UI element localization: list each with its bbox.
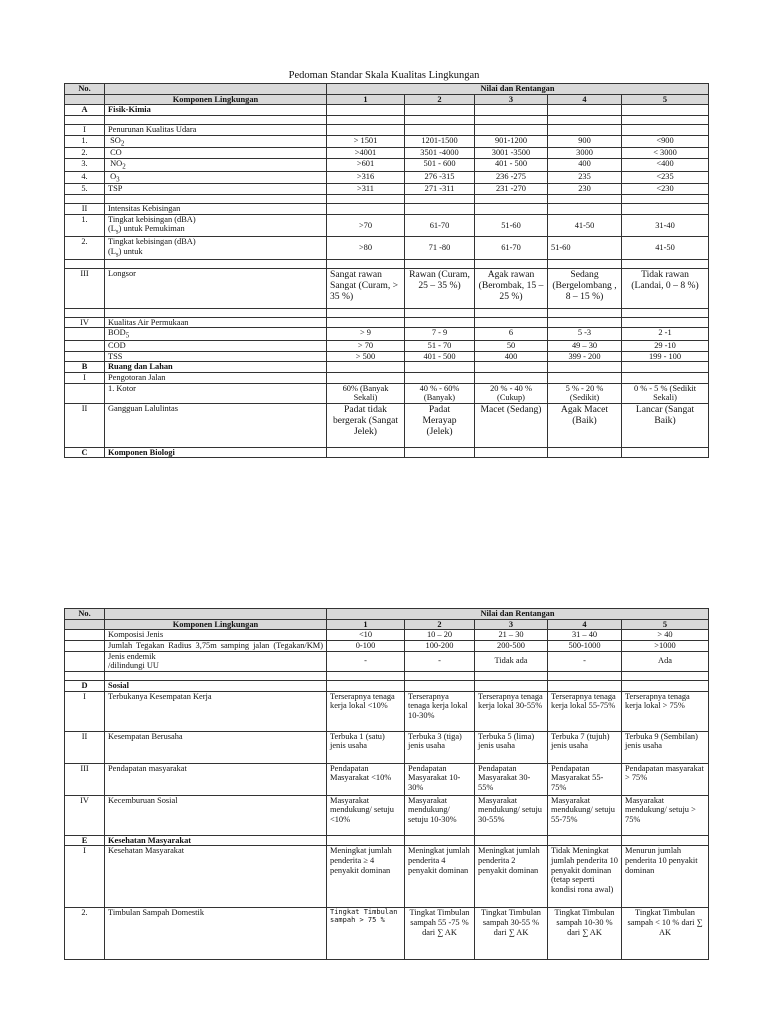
header-col-4: 4 (548, 94, 622, 105)
group-row (65, 268, 709, 308)
group-no: II (65, 204, 105, 215)
cell-value: 235 (548, 171, 622, 184)
section-row (65, 362, 709, 373)
cell-value: 31 – 40 (548, 630, 622, 641)
header-col-5: 5 (622, 619, 709, 630)
cell-value: > 500 (327, 351, 405, 362)
row-label: TSP (105, 184, 327, 195)
cell-value: 41-50 (548, 214, 622, 236)
row-label: Timbulan Sampah Domestik (105, 908, 327, 960)
cell-value: 21 – 30 (475, 630, 548, 641)
cell-value: Pendapatan Masyarakat 30-55% (475, 763, 548, 795)
section-label: Komponen Biologi (105, 447, 327, 458)
cell-value: Tingkat Timbulan sampah < 10 % dari ∑ AK (622, 908, 709, 960)
row-label: Terbukanya Kesempatan Kerja (105, 691, 327, 731)
cell-value: > 40 (622, 630, 709, 641)
table-row (65, 630, 709, 641)
header-col-5: 5 (622, 94, 709, 105)
group-row (65, 372, 709, 383)
cell-value: 10 – 20 (405, 630, 475, 641)
section-row (65, 447, 709, 458)
header-no: No. (65, 609, 105, 620)
table-row (65, 640, 709, 651)
cell-value: >601 (327, 159, 405, 172)
header-col-1: 1 (327, 94, 405, 105)
cell-value: 5 % - 20 % (Sedikit) (548, 383, 622, 403)
cell-value: Pendapatan Masyarakat 10-30% (405, 763, 475, 795)
row-label: Pendapatan masyarakat (105, 763, 327, 795)
cell-value: 100-200 (405, 640, 475, 651)
cell-value: 401 - 500 (475, 159, 548, 172)
cell-value: - (327, 651, 405, 671)
row-no: 4. (65, 171, 105, 184)
cell-value: > 70 (327, 340, 405, 351)
section-label: Fisik-Kimia (105, 105, 327, 116)
cell-value: <10 (327, 630, 405, 641)
header-row-bottom (65, 619, 709, 630)
cell-value: >80 (327, 237, 405, 259)
cell-value: Meningkat jumlah penderita 4 penyakit dominan (405, 846, 475, 908)
table-row (65, 691, 709, 731)
cell-value: Padat tidak bergerak (Sangat Jelek) (327, 403, 405, 447)
header-no-bottom (65, 94, 105, 105)
table-row (65, 731, 709, 763)
group-label: Longsor (105, 268, 327, 308)
header-komponen-top (105, 609, 327, 620)
group-no: I (65, 372, 105, 383)
cell-value: 6 (475, 328, 548, 341)
cell-value: 20 % - 40 % (Cukup) (475, 383, 548, 403)
section-label: Kesehatan Masyarakat (105, 835, 327, 846)
cell-value: 500-1000 (548, 640, 622, 651)
cell-value: 61-70 (475, 237, 548, 259)
cell-value: Pendapatan Masyarakat <10% (327, 763, 405, 795)
table-row (65, 135, 709, 148)
cell-value: 5 -3 (548, 328, 622, 341)
cell-value: 3000 (548, 148, 622, 159)
cell-value: >311 (327, 184, 405, 195)
cell-value: > 9 (327, 328, 405, 341)
cell-value: 1201-1500 (405, 135, 475, 148)
cell-value: Tingkat Timbulan sampah 10-30 % dari ∑ AK (548, 908, 622, 960)
cell-value: Masyarakat mendukung/ setuju 30-55% (475, 795, 548, 835)
table-row (65, 148, 709, 159)
cell-value: 900 (548, 135, 622, 148)
header-col-3: 3 (475, 619, 548, 630)
cell-value: Macet (Sedang) (475, 403, 548, 447)
cell-value: 901-1200 (475, 135, 548, 148)
section-no: D (65, 680, 105, 691)
group-no: II (65, 403, 105, 447)
row-label: COD (105, 340, 327, 351)
header-col-4: 4 (548, 619, 622, 630)
section-no: C (65, 447, 105, 458)
cell-value: 51 - 70 (405, 340, 475, 351)
cell-value: < 3000 (622, 148, 709, 159)
group-label: Gangguan Lalulintas (105, 403, 327, 447)
cell-value: 49 – 30 (548, 340, 622, 351)
cell-value: 200-500 (475, 640, 548, 651)
cell-value: 2 -1 (622, 328, 709, 341)
row-label: Jumlah Tegakan Radius 3,75m samping jalan (Tegakan/KM) (105, 640, 327, 651)
row-label: Tingkat kebisingan (dBA) $(L_s)$ untuk (105, 237, 327, 259)
header-col-2: 2 (405, 619, 475, 630)
group-row (65, 124, 709, 135)
cell-value: Lancar (Sangat Baik) (622, 403, 709, 447)
cell-value: 231 -270 (475, 184, 548, 195)
cell-value: 7 - 9 (405, 328, 475, 341)
cell-value: Tingkat Timbulan sampah 55 -75 % dari ∑ AK (405, 908, 475, 960)
group-label: Pengotoran Jalan (105, 372, 327, 383)
table-row (65, 328, 709, 341)
cell-value: - (405, 651, 475, 671)
cell-value: 40 % - 60% (Banyak) (405, 383, 475, 403)
cell-value: 60% (Banyak Sekali) (327, 383, 405, 403)
cell-value: Terserapnya tenaga kerja lokal 55-75% (548, 691, 622, 731)
table-row (65, 184, 709, 195)
header-no-bottom (65, 619, 105, 630)
group-no: IV (65, 317, 105, 328)
cell-value: >316 (327, 171, 405, 184)
header-row-top (65, 609, 709, 620)
header-komponen-top (105, 84, 327, 95)
cell-value: Pendapatan Masyarakat 55-75% (548, 763, 622, 795)
row-label: Kecemburuan Sosial (105, 795, 327, 835)
row-label: $O_3$ (105, 171, 327, 184)
cell-value: Tidak rawan (Landai, 0 – 8 %) (622, 268, 709, 308)
table-row (65, 340, 709, 351)
cell-value: >4001 (327, 148, 405, 159)
row-no: I (65, 691, 105, 731)
cell-value: 50 (475, 340, 548, 351)
cell-value: 71 -80 (405, 237, 475, 259)
table-row (65, 763, 709, 795)
cell-value: 3501 -4000 (405, 148, 475, 159)
cell-value: Meningkat jumlah penderita ≥ 4 penyakit dominan (327, 846, 405, 908)
cell-value: >1000 (622, 640, 709, 651)
cell-value: 276 -315 (405, 171, 475, 184)
group-row (65, 403, 709, 447)
row-label: Komposisi Jenis (105, 630, 327, 641)
row-label: Kesehatan Masyarakat (105, 846, 327, 908)
cell-value: <230 (622, 184, 709, 195)
cell-value: Menurun jumlah penderita 10 penyakit dominan (622, 846, 709, 908)
header-row-top (65, 84, 709, 95)
cell-value: 51-60 (475, 214, 548, 236)
header-no: No. (65, 84, 105, 95)
cell-value: Terbuka 3 (tiga) jenis usaha (405, 731, 475, 763)
cell-value: Masyarakat mendukung/ setuju > 75% (622, 795, 709, 835)
cell-value: > 1501 (327, 135, 405, 148)
cell-value: Rawan (Curam, 25 – 35 %) (405, 268, 475, 308)
cell-value: 230 (548, 184, 622, 195)
group-no: III (65, 268, 105, 308)
cell-value: 51-60 (548, 237, 622, 259)
cell-value: <235 (622, 171, 709, 184)
header-col-3: 3 (475, 94, 548, 105)
table-row (65, 846, 709, 908)
section-no: A (65, 105, 105, 116)
group-label: Penurunan Kualitas Udara (105, 124, 327, 135)
row-no: IV (65, 795, 105, 835)
cell-value: Terbuka 9 (Sembilan) jenis usaha (622, 731, 709, 763)
cell-value: 399 - 200 (548, 351, 622, 362)
cell-value: 199 - 100 (622, 351, 709, 362)
cell-value: >70 (327, 214, 405, 236)
cell-value: Terbuka 7 (tujuh) jenis usaha (548, 731, 622, 763)
section-row (65, 835, 709, 846)
cell-value: Padat Merayap (Jelek) (405, 403, 475, 447)
row-no: 2. (65, 237, 105, 259)
cell-value: Agak rawan (Berombak, 15 – 25 %) (475, 268, 548, 308)
cell-value: <400 (622, 159, 709, 172)
cell-value: 400 (548, 159, 622, 172)
cell-value: 29 -10 (622, 340, 709, 351)
cell-value: <900 (622, 135, 709, 148)
cell-value: 271 -311 (405, 184, 475, 195)
cell-value: Terbuka 5 (lima) jenis usaha (475, 731, 548, 763)
cell-value: Terserapnya tenaga kerja lokal 30-55% (475, 691, 548, 731)
page-title: Pedoman Standar Skala Kualitas Lingkungan (288, 70, 480, 81)
cell-value: 501 - 600 (405, 159, 475, 172)
cell-value: - (548, 651, 622, 671)
cell-value: 236 -275 (475, 171, 548, 184)
table-row (65, 795, 709, 835)
cell-value: 0 % - 5 % (Sedikit Sekali) (622, 383, 709, 403)
header-komponen: Komponen Lingkungan (105, 94, 327, 105)
cell-value: Sedang (Bergelombang , 8 – 15 %) (548, 268, 622, 308)
quality-scale-table-1 (64, 83, 709, 458)
section-row (65, 105, 709, 116)
row-no: I (65, 846, 105, 908)
table-row (65, 351, 709, 362)
header-nilai: Nilai dan Rentangan (327, 84, 709, 95)
cell-value: Masyarakat mendukung/ setuju <10% (327, 795, 405, 835)
table-row (65, 171, 709, 184)
group-label: Intensitas Kebisingan (105, 204, 327, 215)
cell-value: 61-70 (405, 214, 475, 236)
header-komponen: Komponen Lingkungan (105, 619, 327, 630)
cell-value: Tidak Meningkat jumlah penderita 10 penyakit dominan (tetap seperti kondisi rona awal) (548, 846, 622, 908)
cell-value: Terserapnya tenaga kerja lokal <10% (327, 691, 405, 731)
row-no: 3. (65, 159, 105, 172)
row-label: 1. Kotor (105, 383, 327, 403)
row-label: $BOD_5$ (105, 328, 327, 341)
row-label: CO (105, 148, 327, 159)
row-label: TSS (105, 351, 327, 362)
cell-value: 3001 -3500 (475, 148, 548, 159)
cell-value: 31-40 (622, 214, 709, 236)
row-no: III (65, 763, 105, 795)
quality-scale-table-2 (64, 608, 709, 960)
cell-value: Masyarakat mendukung/ setuju 55-75% (548, 795, 622, 835)
group-row (65, 317, 709, 328)
table-row (65, 214, 709, 236)
cell-value: Terserapnya tenaga kerja lokal > 75% (622, 691, 709, 731)
header-col-1: 1 (327, 619, 405, 630)
table-row (65, 383, 709, 403)
cell-value: Tingkat Timbulan sampah 30-55 % dari ∑ AK (475, 908, 548, 960)
header-row-bottom (65, 94, 709, 105)
cell-value: Terserapnya tenaga kerja lokal 10-30% (405, 691, 475, 731)
row-no: 1. (65, 214, 105, 236)
group-row (65, 204, 709, 215)
row-label: Kesempatan Berusaha (105, 731, 327, 763)
cell-value: Tidak ada (475, 651, 548, 671)
section-label: Sosial (105, 680, 327, 691)
cell-value: 41-50 (622, 237, 709, 259)
cell-value: 401 - 500 (405, 351, 475, 362)
cell-value: Agak Macet (Baik) (548, 403, 622, 447)
section-row (65, 680, 709, 691)
group-no: I (65, 124, 105, 135)
cell-value: Tingkat Timbulan sampah > 75 % (327, 908, 405, 960)
section-no: E (65, 835, 105, 846)
row-label: $NO_2$ (105, 159, 327, 172)
row-label: Jenis endemik /dilindungi UU (105, 651, 327, 671)
row-no: II (65, 731, 105, 763)
cell-value: 400 (475, 351, 548, 362)
cell-value: 0-100 (327, 640, 405, 651)
cell-value: Terbuka 1 (satu) jenis usaha (327, 731, 405, 763)
row-no: 2. (65, 908, 105, 960)
row-label: $SO_2$ (105, 135, 327, 148)
row-no: 1. (65, 135, 105, 148)
table-row (65, 651, 709, 671)
cell-value: Ada (622, 651, 709, 671)
cell-value: Sangat rawan Sangat (Curam, > 35 %) (327, 268, 405, 308)
cell-value: Masyarakat mendukung/ setuju 10-30% (405, 795, 475, 835)
header-nilai: Nilai dan Rentangan (327, 609, 709, 620)
section-label: Ruang dan Lahan (105, 362, 327, 373)
row-no: 2. (65, 148, 105, 159)
cell-value: Pendapatan masyarakat > 75% (622, 763, 709, 795)
group-label: Kualitas Air Permukaan (105, 317, 327, 328)
row-label: Tingkat kebisingan (dBA) $(L_s)$ untuk Pemukiman (105, 214, 327, 236)
section-no: B (65, 362, 105, 373)
header-col-2: 2 (405, 94, 475, 105)
cell-value: Meningkat jumlah penderita 2 penyakit dominan (475, 846, 548, 908)
table-row (65, 237, 709, 259)
row-no: 5. (65, 184, 105, 195)
table-row (65, 908, 709, 960)
table-row (65, 159, 709, 172)
